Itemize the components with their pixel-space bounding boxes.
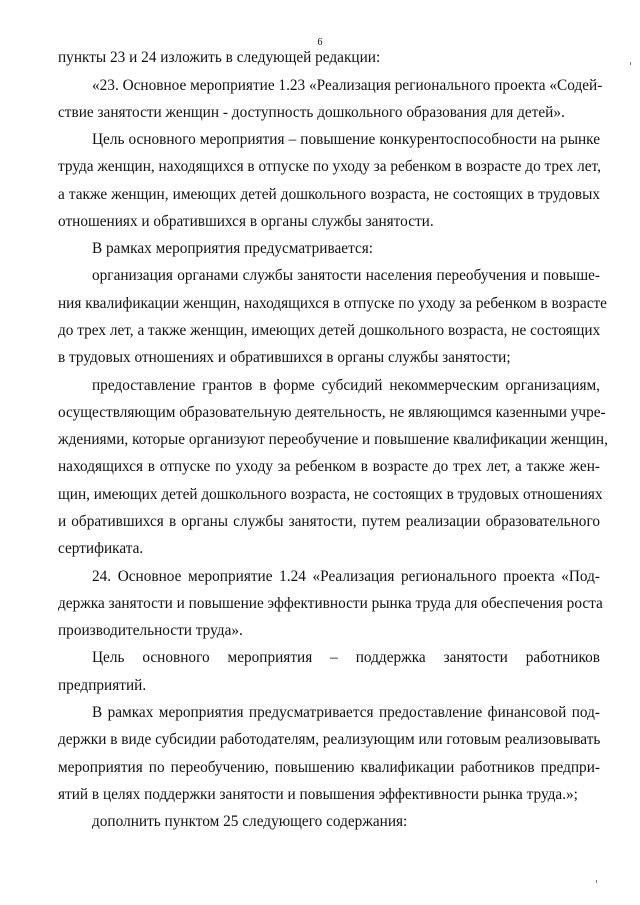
text-line: держки в виде субсидии работодателям, реализующим или готовым реализовывать: [58, 731, 601, 748]
text-line: сертификата.: [58, 540, 144, 557]
text-line: ствие занятости женщин - доступность дошкольного образования для детей».: [58, 104, 565, 121]
text-line: 24. Основное мероприятие 1.24 «Реализация регионального проекта «Под-: [92, 568, 600, 585]
text-line: В рамках мероприятия предусматривается предоставление финансовой под-: [92, 704, 600, 721]
text-line: и обратившихся в органы службы занятости, путем реализации образовательного: [58, 513, 600, 530]
text-line: осуществляющим образовательную деятельность, не являющимся казенными учре-: [58, 404, 606, 421]
text-line: мероприятия по переобучению, повышению квалификации работников предпри-: [58, 759, 600, 776]
text-line: отношениях и обратившихся в органы службы занятости.: [58, 213, 434, 230]
text-line: Цель основного мероприятия – повышение конкурентоспособности на рынке: [92, 131, 600, 148]
text-line: организация органами службы занятости населения переобучения и повыше-: [92, 267, 600, 284]
text-line: до трех лет, а также женщин, имеющих детей дошкольного возраста, не состоящих: [58, 322, 601, 339]
text-line: «23. Основное мероприятие 1.23 «Реализация регионального проекта «Содей-: [92, 77, 603, 94]
scan-speck: [630, 62, 631, 65]
text-line: пункты 23 и 24 изложить в следующей редакции:: [58, 49, 381, 66]
scan-speck: [596, 880, 597, 883]
text-line: В рамках мероприятия предусматривается:: [92, 240, 374, 257]
text-line: предприятий.: [58, 677, 147, 694]
text-line: ждениями, которые организуют переобучение и повышение квалификации женщин,: [58, 431, 608, 448]
text-line: производительности труда».: [58, 622, 243, 639]
text-line: предоставление грантов в форме субсидий некоммерческим организациям,: [92, 377, 600, 394]
text-line: ятий в целях поддержки занятости и повышения эффективности рынка труда.»;: [58, 786, 578, 803]
page-number: 6: [317, 37, 323, 48]
text-line: находящихся в отпуске по уходу за ребенком в возрасте до трех лет, а также жен-: [58, 458, 600, 475]
text-line: щин, имеющих детей дошкольного возраста, не состоящих в трудовых отношениях: [58, 486, 603, 503]
text-line: в трудовых отношениях и обратившихся в органы службы занятости;: [58, 349, 511, 366]
text-line: ния квалификации женщин, находящихся в отпуске по уходу за ребенком в возрасте: [58, 295, 607, 312]
text-line: Цель основного мероприятия – поддержка занятости работников: [92, 649, 600, 666]
text-line: держка занятости и повышение эффективности рынка труда для обеспечения роста: [58, 595, 603, 612]
text-line: дополнить пунктом 25 следующего содержания:: [92, 813, 408, 830]
text-line: а также женщин, имеющих детей дошкольного возраста, не состоящих в трудовых: [58, 186, 600, 203]
text-line: труда женщин, находящихся в отпуске по уходу за ребенком в возрасте до трех лет,: [58, 158, 601, 175]
